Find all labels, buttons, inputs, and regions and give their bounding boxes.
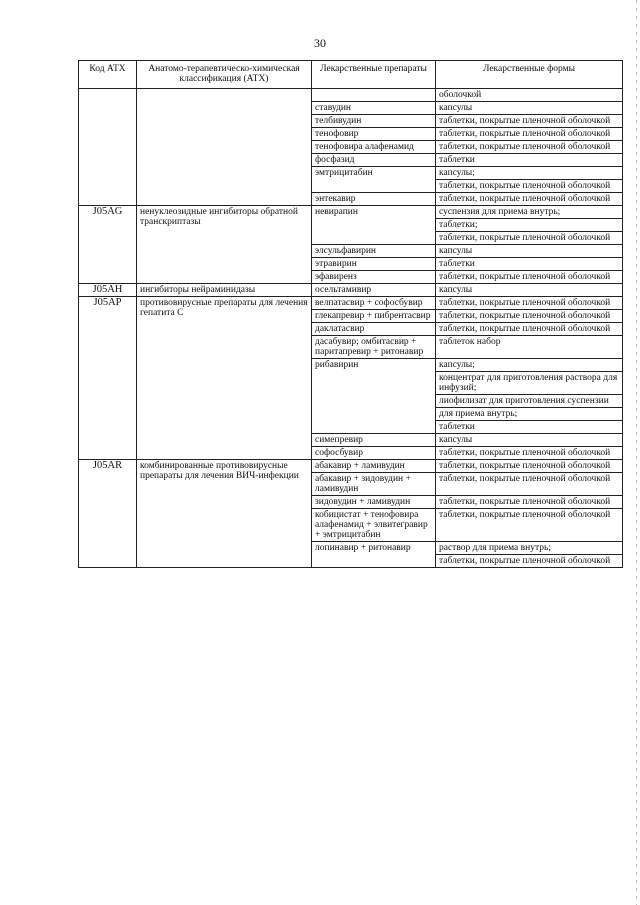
dosage-form-cell: таблетки, покрытые пленочной оболочкой xyxy=(436,447,623,460)
dosage-form-cell: оболочкой xyxy=(436,89,623,102)
dosage-form-cell: таблетки, покрытые пленочной оболочкой xyxy=(436,141,623,154)
drug-name-cell: телбивудин xyxy=(312,115,436,128)
dosage-form-cell: концентрат для приготовления раствора для инфузий; xyxy=(436,372,623,395)
drug-name-cell: эфавиренз xyxy=(312,271,436,284)
drug-name-cell: софосбувир xyxy=(312,447,436,460)
atx-classification-cell: противовирусные препараты для лечения гепатита C xyxy=(137,297,312,460)
page-number: 30 xyxy=(314,36,326,50)
atx-table xyxy=(78,60,623,568)
drug-name-cell: лопинавир + ритонавир xyxy=(312,542,436,568)
dosage-form-cell: таблетки xyxy=(436,154,623,167)
drug-name-cell: глекапревир + пибрентасвир xyxy=(312,310,436,323)
drug-name-cell: рибавирин xyxy=(312,359,436,434)
atx-code-cell: J05AP xyxy=(79,297,137,460)
dosage-form-cell: таблетки xyxy=(436,258,623,271)
table-row xyxy=(79,284,623,297)
table-row xyxy=(79,460,623,473)
drug-name-cell: этравирин xyxy=(312,258,436,271)
dosage-form-cell: капсулы; xyxy=(436,359,623,372)
drug-name-cell: велпатасвир + софосбувир xyxy=(312,297,436,310)
atx-classification-cell xyxy=(137,89,312,206)
dosage-form-cell: таблетки, покрытые пленочной оболочкой xyxy=(436,193,623,206)
drug-name-cell: элсульфавирин xyxy=(312,245,436,258)
drug-name-cell: зидовудин + ламивудин xyxy=(312,496,436,509)
dosage-form-cell: таблетки, покрытые пленочной оболочкой xyxy=(436,555,623,568)
header-code: Код АТХ xyxy=(79,61,137,89)
drug-name-cell: тенофовир xyxy=(312,128,436,141)
atx-code-cell: J05AH xyxy=(79,284,137,297)
dosage-form-cell: таблетки, покрытые пленочной оболочкой xyxy=(436,473,623,496)
drug-name-cell: невирапин xyxy=(312,206,436,245)
drug-name-cell: абакавир + зидовудин + ламивудин xyxy=(312,473,436,496)
table-row xyxy=(79,297,623,310)
table-body xyxy=(79,89,623,568)
atx-classification-cell: ингибиторы нейраминидазы xyxy=(137,284,312,297)
header-classification: Анатомо-терапевтическо-химическая классификация (АТХ) xyxy=(137,61,312,89)
dosage-form-cell: таблетки xyxy=(436,421,623,434)
drug-name-cell: симепревир xyxy=(312,434,436,447)
dosage-form-cell: таблетки, покрытые пленочной оболочкой xyxy=(436,297,623,310)
table-header-row xyxy=(79,61,623,89)
dosage-form-cell: таблетки, покрытые пленочной оболочкой xyxy=(436,271,623,284)
dosage-form-cell: таблетки, покрытые пленочной оболочкой xyxy=(436,509,623,542)
table-row xyxy=(79,206,623,219)
dosage-form-cell: лиофилизат для приготовления суспензии xyxy=(436,395,623,408)
atx-code-cell: J05AG xyxy=(79,206,137,284)
drug-name-cell: абакавир + ламивудин xyxy=(312,460,436,473)
dosage-form-cell: таблетки, покрытые пленочной оболочкой xyxy=(436,115,623,128)
dosage-form-cell: таблетки, покрытые пленочной оболочкой xyxy=(436,128,623,141)
dosage-form-cell: таблетки, покрытые пленочной оболочкой xyxy=(436,310,623,323)
drug-name-cell: ставудин xyxy=(312,102,436,115)
scan-edge-artifact xyxy=(636,0,637,905)
atx-classification-cell: ненуклеозидные ингибиторы обратной транскриптазы xyxy=(137,206,312,284)
drug-name-cell: дасабувир; омбитасвир + паритапревир + ритонавир xyxy=(312,336,436,359)
dosage-form-cell: капсулы xyxy=(436,284,623,297)
atx-code-cell: J05AR xyxy=(79,460,137,568)
drug-name-cell: энтекавир xyxy=(312,193,436,206)
atx-code-cell xyxy=(79,89,137,206)
dosage-form-cell: капсулы; xyxy=(436,167,623,180)
dosage-form-cell: суспензия для приема внутрь; xyxy=(436,206,623,219)
header-drugs: Лекарственные препараты xyxy=(312,61,436,89)
dosage-form-cell: таблетки, покрытые пленочной оболочкой xyxy=(436,323,623,336)
drug-name-cell: тенофовира алафенамид xyxy=(312,141,436,154)
dosage-form-cell: капсулы xyxy=(436,102,623,115)
atx-classification-cell: комбинированные противовирусные препараты для лечения ВИЧ-инфекции xyxy=(137,460,312,568)
dosage-form-cell: капсулы xyxy=(436,245,623,258)
dosage-form-cell: таблетки, покрытые пленочной оболочкой xyxy=(436,180,623,193)
dosage-form-cell: раствор для приема внутрь; xyxy=(436,542,623,555)
dosage-form-cell: капсулы xyxy=(436,434,623,447)
drug-name-cell: осельтамивир xyxy=(312,284,436,297)
drug-name-cell: даклатасвир xyxy=(312,323,436,336)
header-forms: Лекарственные формы xyxy=(436,61,623,89)
dosage-form-cell: таблетки, покрытые пленочной оболочкой xyxy=(436,496,623,509)
drug-name-cell: фосфазид xyxy=(312,154,436,167)
table-row xyxy=(79,89,623,102)
dosage-form-cell: таблеток набор xyxy=(436,336,623,359)
drug-name-cell xyxy=(312,89,436,102)
dosage-form-cell: таблетки; xyxy=(436,219,623,232)
drug-name-cell: эмтрицитабин xyxy=(312,167,436,193)
drug-name-cell: кобицистат + тенофовира алафенамид + элвитегравир + эмтрицитабин xyxy=(312,509,436,542)
dosage-form-cell: для приема внутрь; xyxy=(436,408,623,421)
dosage-form-cell: таблетки, покрытые пленочной оболочкой xyxy=(436,232,623,245)
dosage-form-cell: таблетки, покрытые пленочной оболочкой xyxy=(436,460,623,473)
